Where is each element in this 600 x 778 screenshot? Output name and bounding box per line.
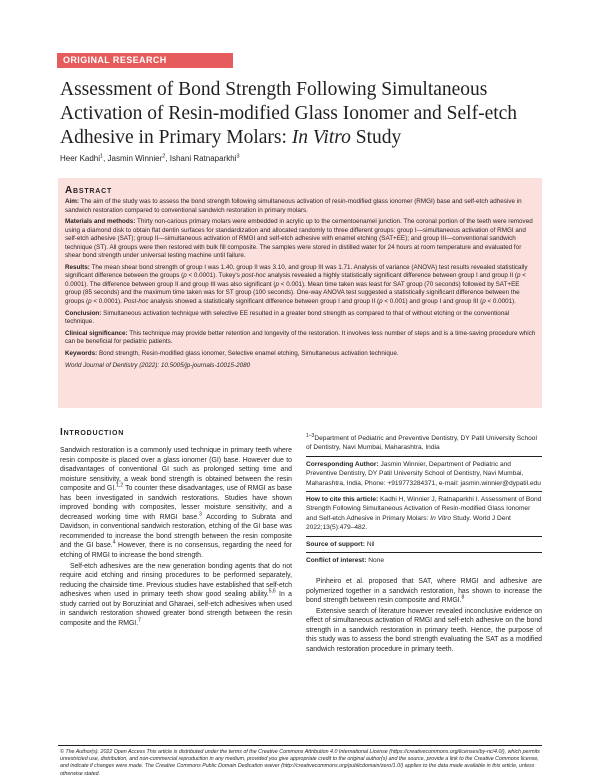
intro-paragraph-4: Extensive search of literature however revealed inconclusive evidence on effect of simultaneous activation of RMGI and self-etch adhesive on the bond strength in a sandwich restoration in primary teeth. Hence, the purpose of this study was to assess the bond strength evaluating the SAT as a modified sandwich restoration procedure in primary teeth.: [306, 607, 542, 653]
conflict-of-interest: Conflict of interest: None: [306, 557, 385, 565]
introduction-body-continued: [306, 577, 542, 654]
divider: [306, 491, 542, 492]
reference-mark: 8: [461, 594, 465, 601]
abstract-citation: World Journal of Dentistry (2022): 10.5005/jp-journals-10015-2080: [65, 361, 251, 369]
article-type-banner: [57, 53, 233, 68]
intro-paragraph-1: Sandwich restoration is a commonly used technique in primary teeth where resin composite is placed over a glass ionomer (GI) base. However due to disadvantages of conventional GI such as prolonged setting time and moisture sensitivity, a weak bond strength is obtained between the resin composite and GI.$^{1,2}$ To counter these disadvantages, use of RMGI as base has been investigated in sandwich restorations. Studies have shown improved bonding with composites, lesser moisture sensitivity, and a decreased working time with RMGI base.$^3$ According to Subrata and Davidson, in conventional sandwich restoration, etching of the GI base was recommended to increase the bond strength between the resin composite and the GI base.$^4$ However, there is no consensus, regarding the need for etching of RMGI to increase the bond strength.: [60, 447, 293, 560]
author-affiliation-mark: 1: [100, 153, 104, 160]
introduction-body: [60, 446, 292, 628]
abstract-body: [65, 198, 537, 373]
abstract-keywords: Keywords: Bond strength, Resin-modified glass ionomer, Selective enamel etching, Simultaneous activation technique.: [65, 349, 399, 357]
abstract-results: Results: The mean shear bond strength of group I was 1.40, group II was 3.10, and group III was 1.71. Analysis of variance (ANOVA) test results revealed statistically significant difference between the groups (p < 0.0001). Tukey's post-hoc analysis revealed a highly statistically significant difference between group I and group II (p < 0.0001). The difference between group II and group III was also significant (p < 0.001). Mean time taken was least for SAT group (70 seconds) followed by SAT+EE group (85 seconds) and the maximum time taken was for ST group (100 seconds). One-way ANOVA test suggested a statistically significant difference between the groups (p < 0.0001). Post-hoc analysis showed a statistically significant difference between group I and group II (p < 0.001) and group I and group III (p < 0.0001).: [65, 263, 528, 305]
corresponding-author: Corresponding Author: Jasmin Winnier, Department of Pediatric and Preventive Dentistry, DY Patil University School of Dentistry, Navi Mumbai, Maharashtra, India, Phone: +919773284371, e-mail: jasmin.winnier@dypatil.edu: [306, 460, 541, 487]
abstract-clinical-significance: Clinical significance: This technique may provide better retention and longevity of the restoration. It involves less number of steps and is a time-saving procedure which can be beneficial for pediatric patients.: [65, 329, 536, 346]
intro-paragraph-3: Pinheiro et al. proposed that SAT, where RMGI and adhesive are polymerized together in a sandwich restoration, has shown to increase the bond strength between resin composite and RMGI.$^8$: [306, 578, 542, 605]
abstract-aim: Aim: The aim of the study was to assess the bond strength following simultaneous activation of resin-modified glass ionomer (RMGI) base and self-etch adhesive in sandwich restoration compared to conventional sandwich restoration in primary molars.: [65, 198, 522, 214]
reference-mark: 7: [138, 617, 141, 624]
title-end: Study: [350, 127, 402, 148]
author-name: Jasmin Winnier: [107, 154, 163, 163]
license-footer: © The Author(s). 2022 Open Access This article is distributed under the terms of the Creative Commons Attribution 4.0 International License (https://creativecommons.org/licenses/by-nc/4.0/), which permits unrestricted use, distribution, and non-commercial reproduction in any medium, provided you give appropriate credit to the original author(s) and the source, provide a link to the Creative Commons license, and indicate if changes were made. The Creative Commons Public Domain Dedication waiver (http://creativecommons.org/publicdomain/zero/1.0/) applies to the data made available in this article, unless otherwise stated.: [60, 749, 540, 777]
reference-mark: 3: [199, 511, 202, 518]
author-list: Heer Kadhi$^1$, Jasmin Winnier$^2$, Ishani Ratnaparkhi$^3$: [60, 153, 240, 163]
author-affiliation-mark: 3: [236, 153, 240, 160]
author-name: Heer Kadhi: [60, 154, 101, 163]
article-title: [60, 78, 550, 150]
reference-mark: 1,2: [116, 482, 124, 489]
reference-mark: 4: [112, 540, 116, 547]
title-italic: In Vitro: [291, 127, 351, 148]
abstract-conclusion: Conclusion: Simultaneous activation technique with selective EE resulted in a greater bond strength as compared to that of without etching or the conventional technique.: [65, 309, 510, 326]
title-main: Assessment of Bond Strength Following Simultaneous Activation of Resin-modified Glass Ionomer and Self-etch Adhesive in Primary Molars:: [60, 79, 518, 148]
divider: [306, 552, 542, 553]
intro-paragraph-2: Self-etch adhesives are the new generation bonding agents that do not require acid etching and rinsing procedures to be performed separately, reducing the chairside time. Previous studies have established that self-etch adhesives when used in primary teeth show good sealing ability.$^{5,6}$ In a study carried out by Boruziniat and Gharaei, self-etch adhesives when used in sandwich restoration showed greater bond strength between the resin composite and the RMGI.$^7$: [60, 562, 292, 627]
abstract-methods: Materials and methods: Thirty non-carious primary molars were embedded in acrylic up to the cementoenamel junction. The coronal portion of the teeth were removed using a diamond disk to obtain flat dentin surfaces for standardization and allocated randomly to three different groups: group I—simultaneous activation of RMGI and self-etch adhesive (SAT); group II—simultaneous activation of RMGI and self-etch adhesive with enamel etching (SAT+EE); and group III—conventional sandwich technique (ST). All groups were then restored with bulk fill composite. The samples were stored in distilled water for 24 hours at room temperature and evaluated for shear bond strength under universal testing machine until failure.: [65, 218, 533, 260]
divider: [306, 536, 542, 537]
reference-mark: 5,6: [268, 588, 276, 595]
divider: [306, 456, 542, 457]
article-info: [306, 434, 542, 565]
source-of-support: Source of support: Nil: [306, 540, 375, 548]
author-name: Ishani Ratnaparkhi: [169, 154, 237, 163]
introduction-heading: Introduction: [60, 427, 125, 438]
article-type-label: ORIGINAL RESEARCH: [63, 55, 167, 65]
author-affiliation-mark: 2: [162, 153, 166, 160]
footer-divider: [58, 745, 542, 746]
how-to-cite: How to cite this article: Kadhi H, Winnier J, Ratnaparkhi I. Assessment of Bond Strength Following Simultaneous Activation of Resin-modified Glass Ionomer and Self-etch Adhesive in Primary Molars: In Vitro Study. World J Dent 2022;13(5):479–482.: [306, 496, 542, 532]
affiliation: $^{1-3}$Department of Pediatric and Preventive Dentistry, DY Patil University School of Dentistry, Navi Mumbai, Maharashtra, India: [306, 432, 537, 452]
abstract-heading: Abstract: [65, 185, 113, 196]
